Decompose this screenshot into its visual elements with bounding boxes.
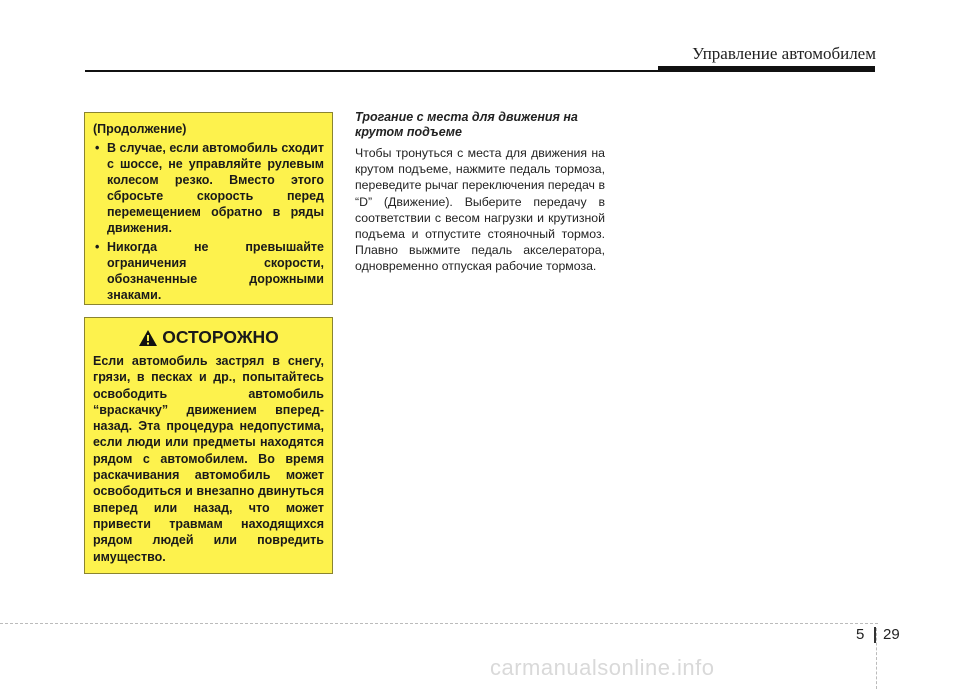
continued-caution-box — [84, 112, 333, 305]
section-body: Чтобы тронуться с места для движения на крутом подъеме, нажмите педаль тормоза, переведите рычаг переключения передач в “D” (Движение). Выберите передачу в соответствии с весом нагрузки и крутизной подъема и отпустите стояночный тормоз. Плавно выжмите педаль акселератора, одновременно отпуская рабочие тормоза. — [355, 146, 605, 274]
warning-title-text: ОСТОРОЖНО — [162, 327, 279, 347]
warning-text: Если автомобиль застрял в снегу, грязи, в песках и др., попытайтесь освободить автомобиль “враскачку” движением вперед-назад. Эта процедура недопустима, если люди или предметы находятся рядом с автомобилем. Во время раскачивания автомобиль может освободиться и внезапно двинуться вперед или назад, что может привести травмам находящихся рядом людей или повредить имущество. — [93, 354, 324, 564]
section-heading: Трогание с места для движения на крутом подъеме — [355, 110, 578, 139]
page-number: 29 — [883, 626, 900, 643]
footer-vertical-rule — [876, 628, 877, 689]
bullet-dot-icon: • — [95, 240, 100, 254]
bullet-text: Никогда не превышайте ограничения скорости, обозначенные дорожными знаками. — [107, 240, 324, 302]
bullet-item — [93, 140, 324, 236]
continued-heading: (Продолжение) — [93, 122, 187, 136]
caution-bullet-list — [93, 140, 324, 303]
bullet-dot-icon: • — [95, 141, 100, 155]
header-rule-accent — [658, 66, 875, 72]
footer-rule — [0, 623, 878, 624]
warning-title — [93, 327, 324, 348]
bullet-item — [93, 239, 324, 303]
watermark: carmanualsonline.info — [490, 655, 715, 680]
chapter-number: 5 — [856, 626, 865, 643]
warning-triangle-icon — [138, 329, 158, 347]
warning-box — [84, 317, 333, 574]
page-number-separator — [874, 627, 876, 643]
bullet-text: В случае, если автомобиль сходит с шоссе, не управляйте рулевым колесом резко. Вместо этого сбросьте скорость перед перемещением обратно в ряды движения. — [107, 141, 324, 235]
right-column — [355, 110, 605, 275]
page-header-title: Управление автомобилем — [692, 44, 876, 63]
